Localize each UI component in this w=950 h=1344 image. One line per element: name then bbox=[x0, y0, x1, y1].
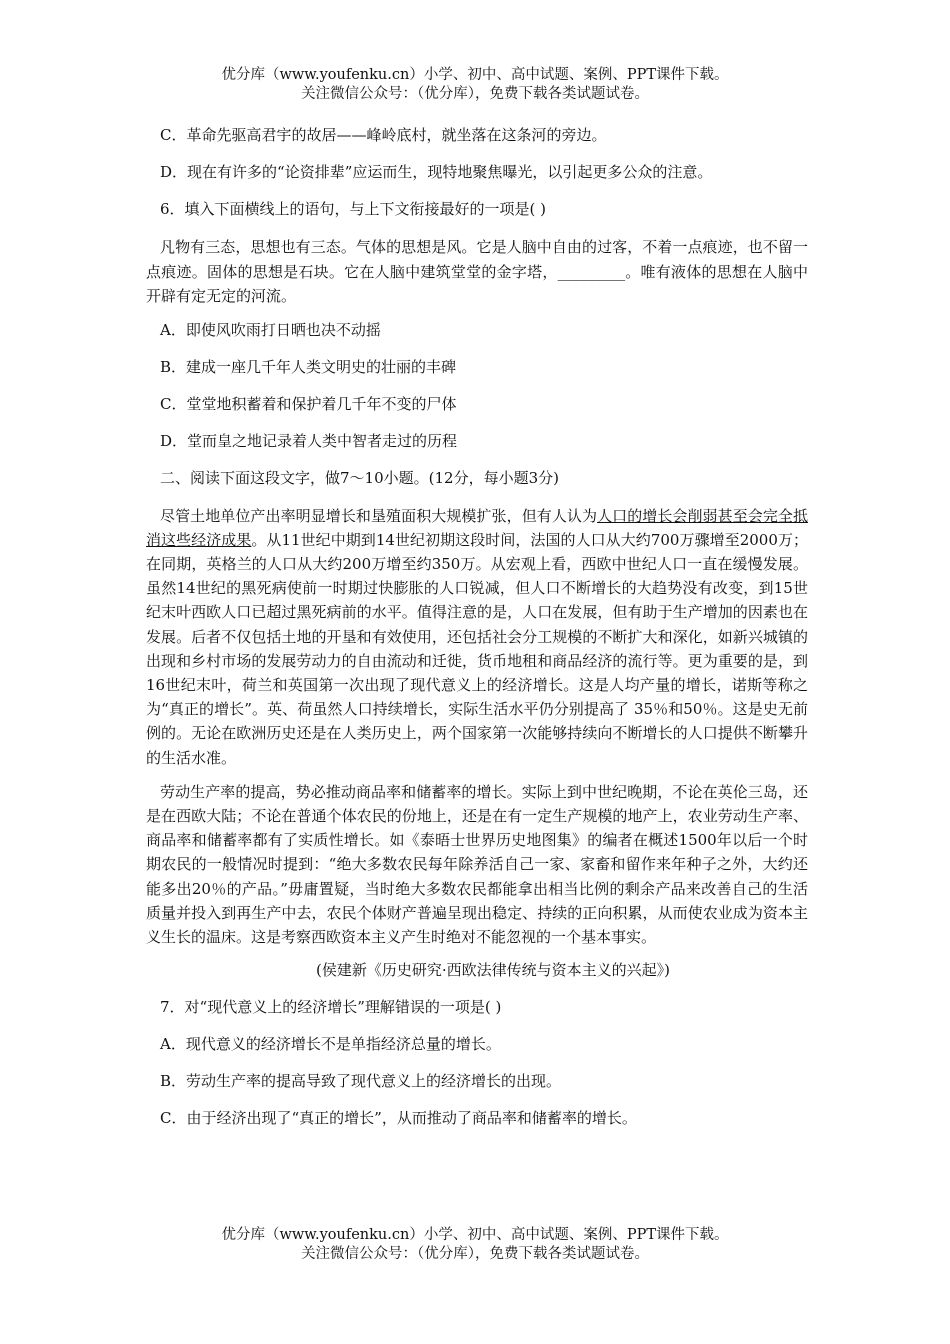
q7-stem: 7．对“现代意义上的经济增长”理解错误的一项是( ) bbox=[160, 998, 502, 1017]
q5-option-c: C．革命先驱高君宇的故居——峰岭底村，就坐落在这条河的旁边。 bbox=[160, 126, 607, 144]
reading-paragraph-1 bbox=[146, 504, 808, 770]
q6-option-a: A．即使风吹雨打日晒也决不动摇 bbox=[160, 320, 381, 339]
q6-option-c: C．堂堂地积蓄着和保护着几千年不变的尸体 bbox=[160, 394, 457, 413]
underlined-sentence: 人口的增长会削弱甚至会完全抵消这些经济成果 bbox=[146, 506, 808, 549]
q7-option-a: A．现代意义的经济增长不是单指经济总量的增长。 bbox=[160, 1035, 501, 1054]
reading-paragraph-2: 劳动生产率的提高，势必推动商品率和储蓄率的增长。实际上到中世纪晚期，不论在英伦三岛，还是在西欧大陆；不论在普通个体农民的份地上，还是在有一定生产规模的地产上，农业劳动生产率、商品率和储蓄率都有了实质性增长。如《泰晤士世界历史地图集》的编者在概述1500年以后一个时期农民的一般情况时提到：“绝大多数农民每年除养活自己一家、家畜和留作来年种子之外，大约还能多出20％的产品。”毋庸置疑，当时绝大多数农民都能拿出相当比例的剩余产品来改善自己的生活质量并投入到再生产中去，农民个体财产普遍呈现出稳定、持续的正向积累，从而使农业成为资本主义生长的温床。这是考察西欧资本主义产生时绝对不能忽视的一个基本事实。 bbox=[146, 782, 808, 946]
q7-option-b: B．劳动生产率的提高导致了现代意义上的经济增长的出现。 bbox=[160, 1072, 562, 1091]
document-body bbox=[146, 124, 808, 1144]
section2-title: 二、阅读下面这段文字，做7～10小题。(12分，每小题3分) bbox=[160, 468, 559, 487]
paragraph-1-rest: 。从11世纪中期到14世纪初期这段时间，法国的人口从大约700万骤增至2000万；在同期，英格兰的人口从大约200万增至约350万。从宏观上看，西欧中世纪人口一直在缓慢发展。虽然14世纪的黑死病使前一时期过快膨胀的人口锐减，但人口不断增长的大趋势没有改变，到15世纪末叶西欧人口已超过黑死病前的水平。值得注意的是，人口在发展，但有助于生产增加的因素也在发展。后者不仅包括土地的开垦和有效使用，还包括社会分工规模的不断扩大和深化，如新兴城镇的出现和乡村市场的发展劳动力的自由流动和迁徙，货币地租和商品经济的流行等。更为重要的是，到16世纪末叶，荷兰和英国第一次出现了现代意义上的经济增长。这是人均产量的增长，诺斯等称之为“真正的增长”。英、荷虽然人口持续增长，实际生活水平仍分别提高了 35％和50％。这是史无前例的。无论在欧洲历史还是在人类历史上，两个国家第一次能够持续向不断增长的人口提供不断攀升的生活水准。 bbox=[146, 530, 808, 767]
q6-option-b: B．建成一座几千年人类文明史的壮丽的丰碑 bbox=[160, 357, 457, 376]
q6-option-d: D．堂而皇之地记录着人类中智者走过的历程 bbox=[160, 431, 458, 450]
passage-source: (侯建新《历史研究·西欧法律传统与资本主义的兴起》) bbox=[316, 961, 670, 980]
header-line-1: 优分库（www.youfenku.cn）小学、初中、高中试题、案例、PPT课件下载。 bbox=[221, 67, 729, 83]
page-footer bbox=[0, 1226, 950, 1264]
footer-line-2: 关注微信公众号：（优分库），免费下载各类试题试卷。 bbox=[301, 1246, 649, 1262]
page-header bbox=[0, 66, 950, 104]
q6-passage: 凡物有三态，思想也有三态。气体的思想是风。它是人脑中自由的过客，不着一点痕迹，也不留一点痕迹。固体的思想是石块。它在人脑中建筑堂堂的金字塔，_________。唯有液体的思想在人脑中开辟有定无定的河流。 bbox=[146, 238, 808, 305]
q6-stem: 6．填入下面横线上的语句，与上下文衔接最好的一项是( ) bbox=[160, 200, 547, 218]
q7-option-c: C．由于经济出现了“真正的增长”，从而推动了商品率和储蓄率的增长。 bbox=[160, 1109, 637, 1128]
footer-line-1: 优分库（www.youfenku.cn）小学、初中、高中试题、案例、PPT课件下载。 bbox=[221, 1227, 729, 1243]
header-line-2: 关注微信公众号：（优分库），免费下载各类试题试卷。 bbox=[301, 86, 649, 102]
paragraph-1-lead: 尽管土地单位产出率明显增长和垦殖面积大规模扩张，但有人认为 bbox=[160, 506, 598, 525]
q5-option-d: D．现在有许多的“论资排辈”应运而生，现特地聚焦曝光，以引起更多公众的注意。 bbox=[160, 163, 713, 181]
